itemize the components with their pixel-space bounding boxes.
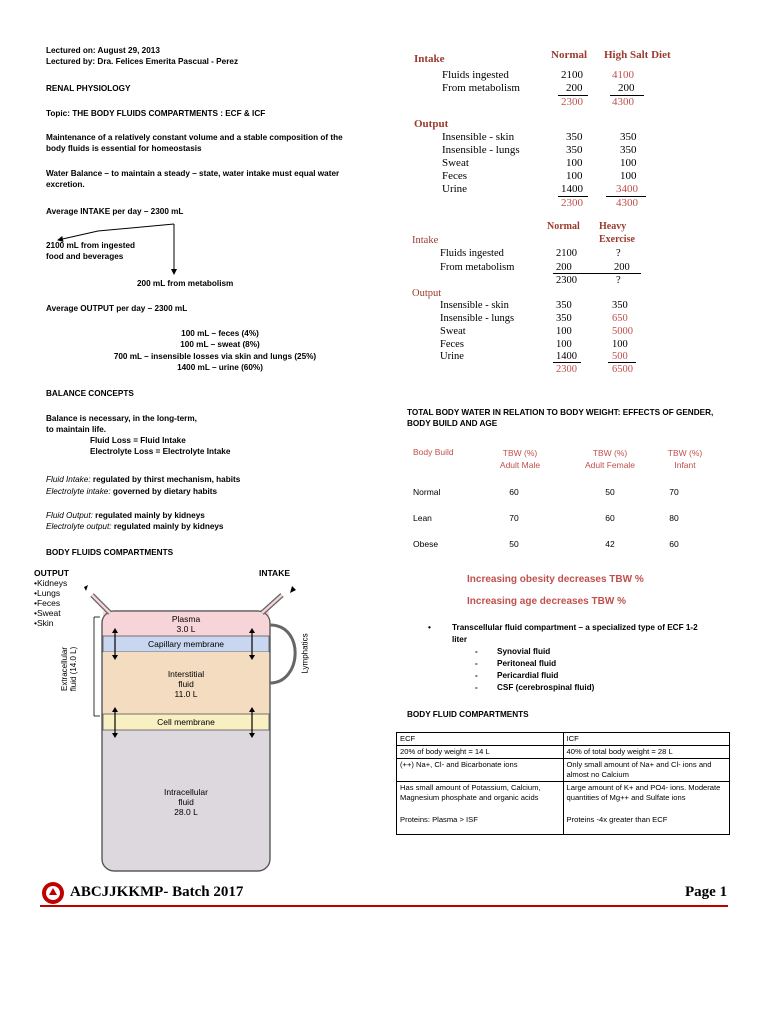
exercise-intake-total-normal: 2300	[556, 275, 577, 286]
output-heading: Average OUTPUT per day – 2300 mL	[46, 304, 188, 313]
intake-ingested-1: 2100 mL from ingested	[46, 241, 136, 250]
tbw-cell: Obese	[413, 539, 439, 549]
exercise-output-total-normal: 2300	[556, 364, 577, 375]
salt-row-high: 350	[620, 131, 637, 143]
output-item: 100 mL – feces (4%)	[181, 329, 259, 338]
exercise-row-label: Urine	[440, 351, 464, 362]
salt-row-normal: 2100	[561, 69, 583, 81]
intake-ingested-2: food and beverages	[46, 252, 124, 261]
table-row	[397, 733, 730, 746]
note-electrolyte-output: Electrolyte output: regulated mainly by kidneys	[46, 522, 224, 531]
intracellular-label: Intracellular fluid 28.0 L	[164, 787, 208, 817]
salt-row-label: Fluids ingested	[442, 69, 509, 81]
tbw-header: TBW (%) Infant	[667, 448, 703, 470]
batch-logo-icon	[40, 880, 66, 906]
transcellular-dash: -	[475, 683, 478, 692]
salt-row-label: Urine	[442, 183, 468, 195]
exercise-row-normal: 100	[556, 326, 572, 337]
diagram-output-label: OUTPUT	[34, 568, 69, 578]
balance-rule: Fluid Loss = Fluid Intake	[90, 436, 186, 445]
compartments-heading: BODY FLUIDS COMPARTMENTS	[46, 548, 174, 557]
salt-row-normal: 200	[566, 82, 583, 94]
lecturer: Lectured by: Dra. Felices Emerita Pascual - Perez	[46, 57, 239, 66]
exercise-row-heavy: ?	[616, 248, 621, 259]
salt-row-high: 100	[620, 157, 637, 169]
tbw-cell: 60	[669, 539, 679, 549]
balance-line: to maintain life.	[46, 425, 107, 434]
exercise-row-label: Sweat	[440, 326, 466, 337]
tbw-heading-1: TOTAL BODY WATER IN RELATION TO BODY WEIGHT: EFFECTS OF GENDER,	[407, 408, 714, 417]
tbw-cell: 50	[605, 487, 615, 497]
exercise-row-heavy: 650	[612, 313, 628, 324]
ecf-cell: Has small amount of Potassium, Calcium, Magnesium phosphate and organic acids Proteins: Plasma > ISF	[397, 782, 564, 835]
ecf-icf-heading: BODY FLUID COMPARTMENTS	[407, 710, 529, 719]
exercise-output-heading: Output	[412, 288, 442, 299]
plasma-label: Plasma 3.0 L	[171, 614, 201, 634]
exercise-row-label: Feces	[440, 339, 464, 350]
transcellular-dash: -	[475, 659, 478, 668]
balance-line: Balance is necessary, in the long-term,	[46, 414, 197, 423]
table-row	[397, 746, 730, 759]
salt-row-label: Insensible - lungs	[442, 144, 520, 156]
tbw-heading-2: BODY BUILD AND AGE	[407, 419, 498, 428]
tbw-cell: 42	[605, 539, 615, 549]
lymphatics-label: Lymphatics	[300, 633, 310, 674]
interstitial-label: Interstitial fluid 11.0 L	[167, 669, 205, 699]
salt-intake-heading: Intake	[414, 53, 445, 65]
salt-row-label: Sweat	[442, 157, 469, 169]
tbw-cell: 70	[669, 487, 679, 497]
exercise-row-heavy: 5000	[612, 326, 633, 337]
note-electrolyte-intake: Electrolyte intake: governed by dietary habits	[46, 487, 218, 496]
salt-row-label: From metabolism	[442, 82, 520, 94]
exercise-output-total-heavy: 6500	[612, 364, 633, 375]
water-balance-line-1: Water Balance – to maintain a steady – state, water intake must equal water	[46, 169, 340, 178]
salt-intake-total-normal: 2300	[561, 96, 583, 108]
salt-row-normal: 100	[566, 157, 583, 169]
ecf-cell: 20% of body weight = 14 L	[397, 746, 564, 759]
tbw-cell: 50	[509, 539, 519, 549]
exercise-row-heavy: 200	[614, 262, 630, 273]
footer-page-number: Page 1	[685, 884, 728, 900]
salt-output-total-high: 4300	[616, 197, 638, 209]
ecf-cell: ECF	[397, 733, 564, 746]
output-item: 700 mL – insensible losses via skin and lungs (25%)	[113, 352, 317, 361]
ecf-cell: (++) Na+, Cl- and Bicarbonate ions	[397, 759, 564, 782]
transcellular-item: Synovial fluid	[497, 647, 551, 656]
water-balance-line-2: excretion.	[46, 180, 85, 189]
salt-output-heading: Output	[414, 118, 449, 130]
salt-row-high: 200	[618, 82, 635, 94]
tbw-note-age: Increasing age decreases TBW %	[467, 596, 626, 607]
intro-line-1: Maintenance of a relatively constant volume and a stable composition of the	[46, 133, 343, 142]
exercise-row-label: Insensible - lungs	[440, 313, 515, 324]
tbw-header: Body Build	[413, 447, 454, 457]
salt-row-high: 350	[620, 144, 637, 156]
tbw-cell: Lean	[413, 513, 432, 523]
lecture-date: Lectured on: August 29, 2013	[46, 46, 160, 55]
exercise-row-normal: 1400	[556, 351, 577, 362]
exercise-row-heavy: 100	[612, 339, 628, 350]
output-item: 1400 mL – urine (60%)	[177, 363, 263, 372]
exercise-intake-heading: Intake	[412, 235, 439, 246]
exercise-row-label: Fluids ingested	[440, 248, 504, 259]
salt-intake-total-high: 4300	[612, 96, 634, 108]
transcellular-item: CSF (cerebrospinal fluid)	[497, 683, 595, 692]
salt-row-normal: 350	[566, 131, 583, 143]
salt-row-normal: 350	[566, 144, 583, 156]
exercise-col-heavy: Heavy	[599, 221, 627, 232]
tbw-cell: Normal	[413, 487, 441, 497]
icf-cell: 40% of total body weight = 28 L	[563, 746, 730, 759]
exercise-row-label: From metabolism	[440, 262, 515, 273]
ecf-volume-label: Extracellular fluid (14.0 L)	[60, 646, 78, 692]
exercise-row-normal: 350	[556, 300, 572, 311]
body-fluid-diagram	[30, 565, 370, 875]
footer-batch: ABCJJKKMP- Batch 2017	[70, 884, 244, 900]
exercise-row-heavy: 500	[612, 351, 628, 362]
salt-row-label: Insensible - skin	[442, 131, 515, 143]
salt-col-normal: Normal	[551, 49, 588, 61]
exercise-row-label: Insensible - skin	[440, 300, 509, 311]
exercise-col-normal: Normal	[547, 221, 580, 232]
transcellular-bullet-2: liter	[452, 635, 468, 644]
intake-metabolism: 200 mL from metabolism	[137, 279, 234, 288]
transcellular-item: Pericardial fluid	[497, 671, 559, 680]
intake-heading: Average INTAKE per day – 2300 mL	[46, 207, 184, 216]
cell-membrane-label: Cell membrane	[157, 717, 215, 727]
diagram-output-items: •Kidneys •Lungs •Feces •Sweat •Skin	[34, 578, 68, 628]
ecf-icf-table	[396, 732, 730, 835]
note-fluid-output: Fluid Output: regulated mainly by kidneys	[46, 511, 205, 520]
transcellular-item: Peritoneal fluid	[497, 659, 557, 668]
tbw-cell: 60	[605, 513, 615, 523]
tbw-cell: 60	[509, 487, 519, 497]
tbw-cell: 80	[669, 513, 679, 523]
icf-cell: ICF	[563, 733, 730, 746]
salt-row-label: Feces	[442, 170, 468, 182]
salt-row-high: 3400	[616, 183, 638, 195]
balance-heading: BALANCE CONCEPTS	[46, 389, 134, 398]
tbw-header: TBW (%) Adult Female	[584, 448, 636, 470]
table-row	[397, 782, 730, 835]
intro-line-2: body fluids is essential for homeostasis	[46, 144, 202, 153]
exercise-row-heavy: 350	[612, 300, 628, 311]
balance-rule: Electrolyte Loss = Electrolyte Intake	[90, 447, 231, 456]
salt-col-high-salt: High Salt Diet	[604, 49, 671, 61]
note-fluid-intake: Fluid Intake: regulated by thirst mechanism, habits	[46, 475, 241, 484]
diagram-intake-label: INTAKE	[259, 568, 291, 578]
salt-output-total-normal: 2300	[561, 197, 583, 209]
exercise-row-normal: 100	[556, 339, 572, 350]
topic-title: Topic: THE BODY FLUIDS COMPARTMENTS : ECF & ICF	[46, 109, 266, 118]
transcellular-bullet-dot: •	[428, 623, 431, 632]
exercise-row-normal: 200	[556, 262, 572, 273]
salt-row-high: 4100	[612, 69, 634, 81]
icf-cell: Large amount of K+ and PO4- ions. Moderate quantities of Mg++ and Sulfate ions Proteins -4x greater than ECF	[563, 782, 730, 835]
salt-row-normal: 100	[566, 170, 583, 182]
footer-rule	[40, 905, 728, 907]
salt-row-high: 100	[620, 170, 637, 182]
table-row	[397, 759, 730, 782]
exercise-row-normal: 350	[556, 313, 572, 324]
tbw-cell: 70	[509, 513, 519, 523]
tbw-header: TBW (%) Adult Male	[499, 448, 541, 470]
salt-row-normal: 1400	[561, 183, 583, 195]
transcellular-dash: -	[475, 647, 478, 656]
exercise-row-normal: 2100	[556, 248, 577, 259]
icf-cell: Only small amount of Na+ and Cl- ions and almost no Calcium	[563, 759, 730, 782]
exercise-intake-total-heavy: ?	[616, 275, 621, 286]
capillary-membrane-label: Capillary membrane	[147, 639, 225, 649]
subject-title: RENAL PHYSIOLOGY	[46, 84, 131, 93]
transcellular-dash: -	[475, 671, 478, 680]
transcellular-bullet: Transcellular fluid compartment – a specialized type of ECF 1-2	[452, 623, 698, 632]
output-item: 100 mL – sweat (8%)	[180, 340, 260, 349]
exercise-col-exercise: Exercise	[599, 234, 635, 245]
tbw-note-obesity: Increasing obesity decreases TBW %	[467, 574, 644, 585]
